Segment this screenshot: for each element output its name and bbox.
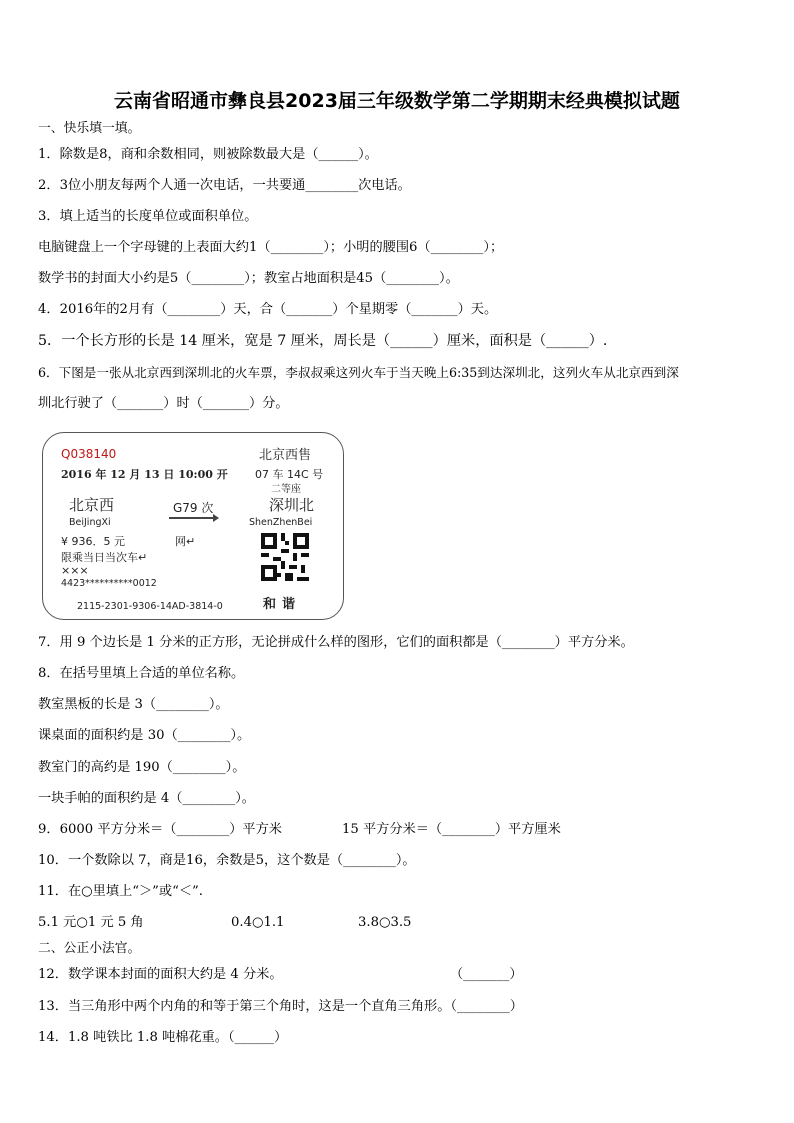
ticket-limit-note: 限乘当日当次车↵ — [61, 551, 148, 564]
ticket-train-number: G79 次 — [173, 501, 214, 515]
question-11-part-c: 3.8○3.5 — [358, 915, 412, 930]
question-11-part-a: 5.1 元○1 元 5 角 — [38, 915, 144, 930]
ticket-from-station: 北京西 — [69, 496, 115, 514]
qr-code-icon — [261, 533, 309, 581]
question-5: 5．一个长方形的长是 14 厘米，宽是 7 厘米，周长是（______）厘米，面积是（______）. — [38, 333, 608, 349]
question-13: 13．当三角形中两个内角的和等于第三个角时，这是一个直角三角形。（________） — [38, 999, 523, 1014]
ticket-from-pinyin: BeiJingXi — [69, 517, 111, 528]
question-9-part-a: 9．6000 平方分米＝（________）平方米 — [38, 822, 282, 837]
ticket-brand: 和谐 — [263, 597, 302, 612]
question-3-part-a: 电脑键盘上一个字母键的上表面大约1（________）；小明的腰围6（________）； — [38, 240, 504, 255]
train-ticket — [42, 432, 344, 620]
question-8: 8．在括号里填上合适的单位名称。 — [38, 666, 245, 681]
ticket-seat-class: 二等座 — [271, 484, 301, 495]
ticket-channel: 网↵ — [175, 535, 196, 548]
section-heading-2: 二、公正小法官。 — [38, 941, 141, 956]
question-12: 12．数学课本封面的面积大约是 4 分米。 — [38, 967, 283, 982]
question-8-part-b: 课桌面的面积约是 30（________）。 — [38, 728, 251, 743]
question-8-part-a: 教室黑板的长是 3（________）。 — [38, 697, 229, 712]
arrow-right-icon — [169, 513, 219, 523]
ticket-date: 2016 年 12 月 13 日 10:00 开 — [61, 468, 228, 481]
question-6-line-1: 6．下图是一张从北京西到深圳北的火车票，李叔叔乘这列火车于当天晚上6:35到达深圳北，这列火车从北京西到深 — [38, 365, 679, 380]
page-title: 云南省昭通市彝良县2023届三年级数学第二学期期末经典模拟试题 — [114, 90, 680, 112]
ticket-price: ¥ 936．5 元 — [61, 535, 125, 548]
ticket-office: 北京西售 — [259, 448, 312, 463]
ticket-id-number: 4423**********0012 — [61, 578, 157, 589]
question-10: 10．一个数除以 7，商是16，余数是5，这个数是（________）。 — [38, 853, 416, 868]
question-4: 4．2016年的2月有（________）天，合（_______）个星期零（_______）天。 — [38, 302, 498, 317]
question-8-part-c: 教室门的高约是 190（________）。 — [38, 760, 246, 775]
ticket-id: Q038140 — [61, 447, 117, 461]
question-12-answer-blank: （_______） — [450, 967, 523, 982]
question-1: 1．除数是8，商和余数相同，则被除数最大是（______）。 — [38, 147, 378, 162]
question-11-part-b: 0.4○1.1 — [231, 915, 285, 930]
question-7: 7．用 9 个边长是 1 分米的正方形，无论拼成什么样的图形，它们的面积都是（________）平方分米。 — [38, 635, 634, 650]
question-2: 2．3位小朋友每两个人通一次电话，一共要通________次电话。 — [38, 178, 411, 193]
question-8-part-d: 一块手帕的面积约是 4（________）。 — [38, 791, 255, 806]
ticket-serial-number: 2115-2301-9306-14AD-3814-0 — [77, 601, 223, 612]
question-6-line-2: 圳北行驶了（_______）时（_______）分。 — [38, 396, 289, 411]
ticket-passenger-name: ××× — [61, 564, 89, 577]
question-3-part-b: 数学书的封面大小约是5（________）；教室占地面积是45（________）。 — [38, 271, 459, 286]
question-3: 3．填上适当的长度单位或面积单位。 — [38, 209, 258, 224]
ticket-to-station: 深圳北 — [269, 496, 315, 514]
question-14: 14．1.8 吨铁比 1.8 吨棉花重。（______） — [38, 1030, 288, 1045]
ticket-to-pinyin: ShenZhenBei — [249, 517, 313, 528]
question-9-part-b: 15 平方分米＝（________）平方厘米 — [342, 822, 561, 837]
question-11: 11．在○里填上“＞”或“＜”. — [38, 884, 203, 899]
section-heading-1: 一、快乐填一填。 — [38, 121, 141, 136]
ticket-car-seat: 07 车 14C 号 — [255, 468, 324, 481]
